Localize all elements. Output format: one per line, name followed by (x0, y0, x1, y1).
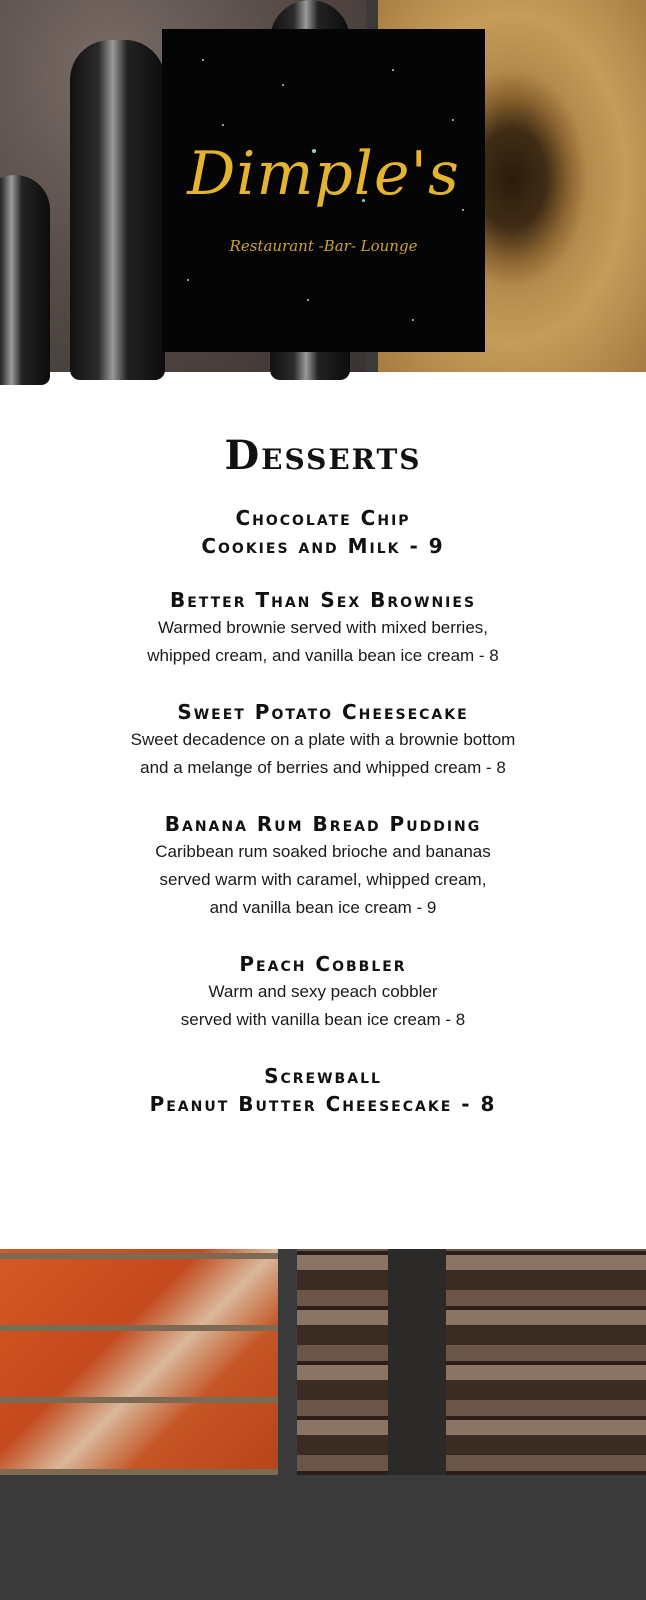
menu-item (0, 810, 646, 922)
item-description: Sweet decadence on a plate with a brownie bottom and a melange of berries and whipped cream - 8 (130, 730, 516, 777)
item-name: Banana Rum Bread Pudding (164, 812, 482, 836)
logo-tagline: Restaurant -Bar- Lounge (229, 237, 418, 255)
iron-strap (388, 1249, 446, 1475)
item-name: Better Than Sex Brownies (169, 588, 477, 612)
item-name: Peach Cobbler (239, 952, 407, 976)
dessert-menu (0, 372, 646, 1249)
item-name: Screwball Peanut Butter Cheesecake - 8 (149, 1064, 497, 1116)
brick-wall-photo (0, 1249, 278, 1475)
item-description: Caribbean rum soaked brioche and bananas served warm with caramel, whipped cream, and vanilla bean ice cream - 9 (155, 842, 491, 917)
menu-item (0, 698, 646, 782)
logo-name: Dimple's (187, 139, 460, 209)
restaurant-logo (162, 29, 485, 352)
menu-item (0, 504, 646, 560)
burnt-wood-photo (297, 1249, 646, 1475)
page-title: Desserts (224, 432, 422, 479)
menu-item (0, 586, 646, 670)
menu-item (0, 950, 646, 1034)
item-name: Sweet Potato Cheesecake (177, 700, 469, 724)
item-description: Warmed brownie served with mixed berries, whipped cream, and vanilla bean ice cream - 8 (147, 618, 499, 665)
item-name: Chocolate Chip Cookies and Milk - 9 (201, 506, 445, 558)
item-description: Warm and sexy peach cobbler served with vanilla bean ice cream - 8 (180, 982, 466, 1029)
menu-item (0, 1062, 646, 1118)
